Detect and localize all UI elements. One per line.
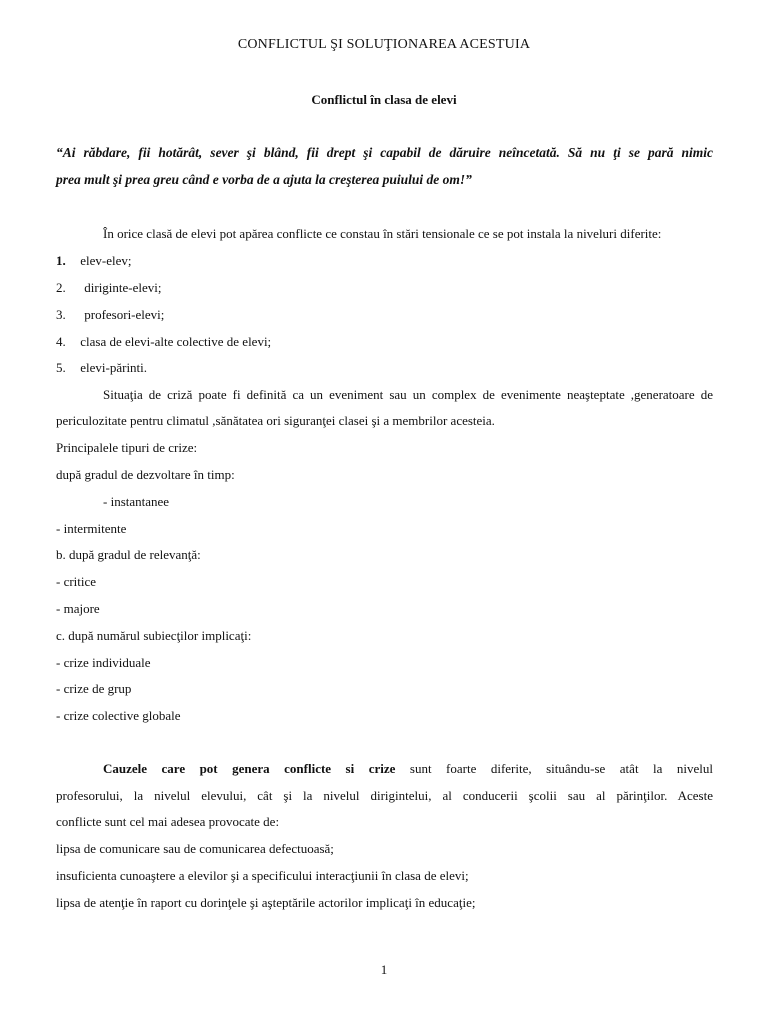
list-number: 3. <box>56 307 66 322</box>
category-heading: b. după gradul de relevanţă: <box>56 547 201 562</box>
category-heading: după gradul de dezvoltare în timp: <box>56 467 235 482</box>
category-item: - crize individuale <box>56 655 151 670</box>
category-heading: c. după numărul subiecţilor implicaţi: <box>56 628 252 643</box>
list-item <box>56 360 147 376</box>
list-item <box>56 307 164 323</box>
category-item: - crize de grup <box>56 681 132 696</box>
quote-line: prea mult şi prea greu când e vorba de a ajuta la creşterea puiului de om!” <box>56 172 472 187</box>
list-item <box>56 334 271 350</box>
causes-paragraph-line <box>103 761 713 777</box>
list-text: elevi-părinti. <box>80 360 148 375</box>
list-number: 4. <box>56 334 66 349</box>
category-item: - instantanee <box>103 494 170 509</box>
quote-line: “Ai răbdare, fii hotărât, sever şi blând, fii drept şi capabil de dăruire neîncetată. Să nu ţi se pară nimic <box>56 145 713 160</box>
crisis-definition-line: Situaţia de criză poate fi definită ca un eveniment sau un complex de evenimente neaşteptate ,generatoare de <box>103 387 713 402</box>
causes-paragraph-line: profesorului, la nivelul elevului, cât şi la nivelul dirigintelui, al conducerii şcolii sau al părinţilor. Aceste <box>56 788 713 803</box>
list-item <box>56 253 132 269</box>
list-number: 5. <box>56 360 66 375</box>
crisis-definition-line: periculozitate pentru climatul ,sănătatea ori siguranţei clasei şi a membrilor acesteia. <box>56 413 495 428</box>
section-subtitle: Conflictul în clasa de elevi <box>311 92 457 107</box>
cause-item: lipsa de comunicare sau de comunicarea defectuoasă; <box>56 841 334 856</box>
category-item: - majore <box>56 601 100 616</box>
list-number: 2. <box>56 280 66 295</box>
types-heading: Principalele tipuri de crize: <box>56 440 198 455</box>
intro-paragraph: În orice clasă de elevi pot apărea conflicte ce constau în stări tensionale ce se pot instala la niveluri diferite: <box>103 226 662 241</box>
list-text: elev-elev; <box>80 253 132 268</box>
category-item: - critice <box>56 574 97 589</box>
causes-paragraph-line: conflicte sunt cel mai adesea provocate de: <box>56 814 280 829</box>
list-text: clasa de elevi-alte colective de elevi; <box>80 334 272 349</box>
list-text: diriginte-elevi; <box>84 280 162 295</box>
cause-item: insuficienta cunoaştere a elevilor şi a specificului interacţiunii în clasa de elevi; <box>56 868 469 883</box>
category-item: - intermitente <box>56 521 127 536</box>
list-number: 1. <box>56 253 66 268</box>
page-number: 1 <box>380 962 388 977</box>
document-title: CONFLICTUL ŞI SOLUŢIONAREA ACESTUIA <box>237 37 531 52</box>
causes-bold-lead: Cauzele care pot genera conflicte si crize <box>103 761 396 776</box>
list-text: profesori-elevi; <box>84 307 165 322</box>
causes-text: sunt foarte diferite, situându-se atât la nivelul <box>395 761 714 776</box>
category-item: - crize colective globale <box>56 708 181 723</box>
list-item <box>56 280 162 296</box>
cause-item: lipsa de atenţie în raport cu dorinţele şi aşteptările actorilor implicaţi în educaţie; <box>56 895 476 910</box>
